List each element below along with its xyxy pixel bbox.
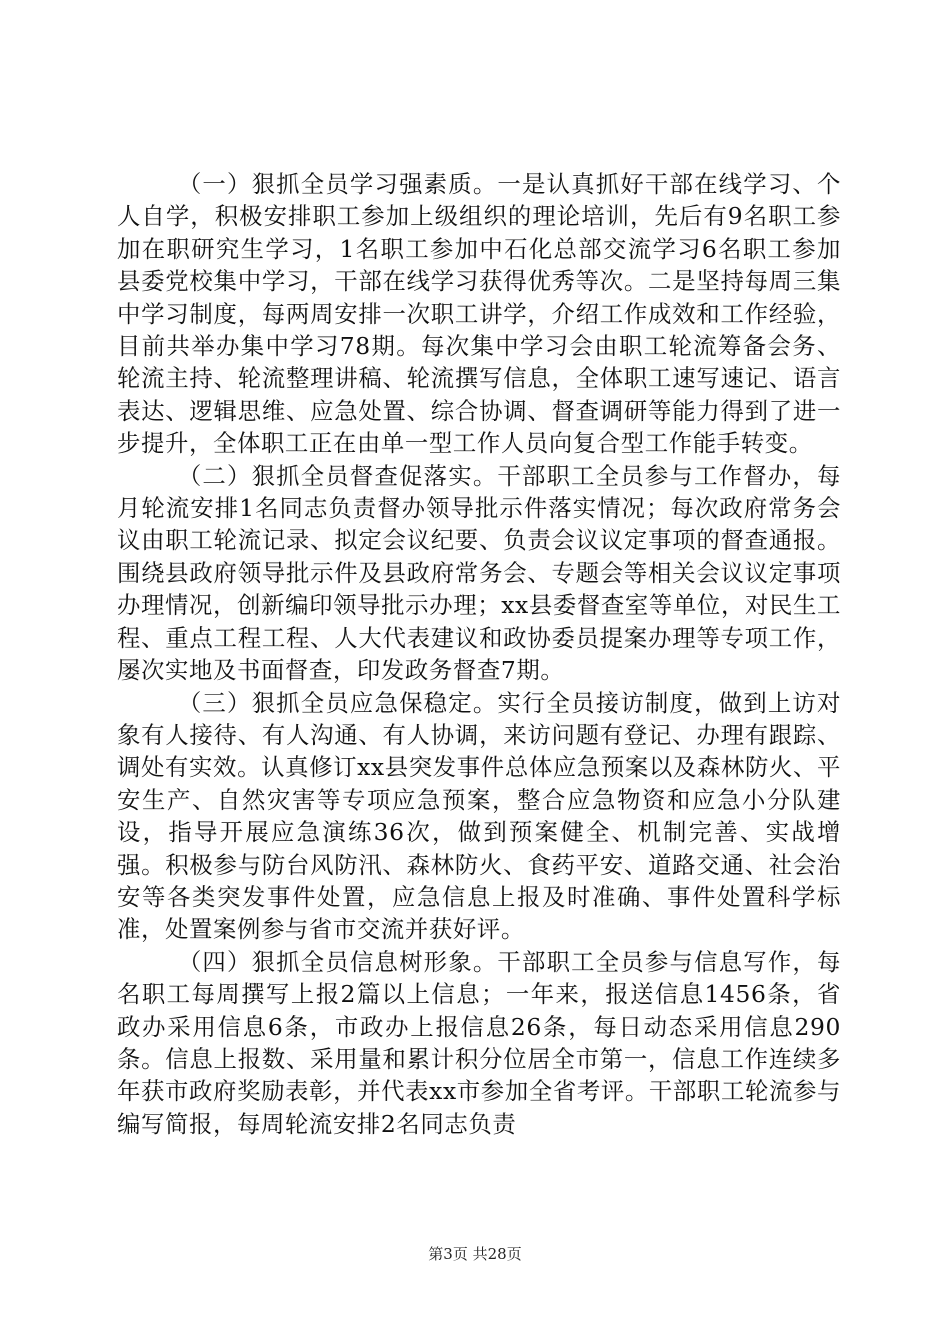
document-body	[117, 168, 841, 1140]
paragraph-study: （一）狠抓全员学习强素质。一是认真抓好干部在线学习、个人自学，积极安排职工参加上级组织的理论培训，先后有9名职工参加在职研究生学习，1名职工参加中石化总部交流学习6名职工参加县委党校集中学习，干部在线学习获得优秀等次。二是坚持每周三集中学习制度，每两周安排一次职工讲学，介绍工作成效和工作经验，目前共举办集中学习78期。每次集中学习会由职工轮流筹备会务、轮流主持、轮流整理讲稿、轮流撰写信息，全体职工速写速记、语言表达、逻辑思维、应急处置、综合协调、督查调研等能力得到了进一步提升，全体职工正在由单一型工作人员向复合型工作能手转变。	[117, 170, 841, 458]
page-number-footer: 第3页 共28页	[428, 1245, 522, 1263]
paragraph-supervision: （二）狠抓全员督查促落实。干部职工全员参与工作督办，每月轮流安排1名同志负责督办领导批示件落实情况；每次政府常务会议由职工轮流记录、拟定会议纪要、负责会议议定事项的督查通报。围绕县政府领导批示件及县政府常务会、专题会等相关会议议定事项办理情况，创新编印领导批示办理；xx县委督查室等单位，对民生工程、重点工程工程、人大代表建议和政协委员提案办理等专项工作，屡次实地及书面督查，印发政务督查7期。	[117, 461, 841, 685]
paragraph-information: （四）狠抓全员信息树形象。干部职工全员参与信息写作，每名职工每周撰写上报2篇以上信息；一年来，报送信息1456条，省政办采用信息6条，市政办上报信息26条，每日动态采用信息290条。信息上报数、采用量和累计积分位居全市第一，信息工作连续多年获市政府奖励表彰，并代表xx市参加全省考评。干部职工轮流参与编写简报，每周轮流安排2名同志负责	[117, 947, 841, 1138]
paragraph-emergency: （三）狠抓全员应急保稳定。实行全员接访制度，做到上访对象有人接待、有人沟通、有人协调，来访问题有登记、办理有跟踪、调处有实效。认真修订xx县突发事件总体应急预案以及森林防火、平安生产、自然灾害等专项应急预案，整合应急物资和应急小分队建设，指导开展应急演练36次，做到预案健全、机制完善、实战增强。积极参与防台风防汛、森林防火、食药平安、道路交通、社会治安等各类突发事件处置，应急信息上报及时准确、事件处置科学标准，处置案例参与省市交流并获好评。	[117, 688, 841, 944]
